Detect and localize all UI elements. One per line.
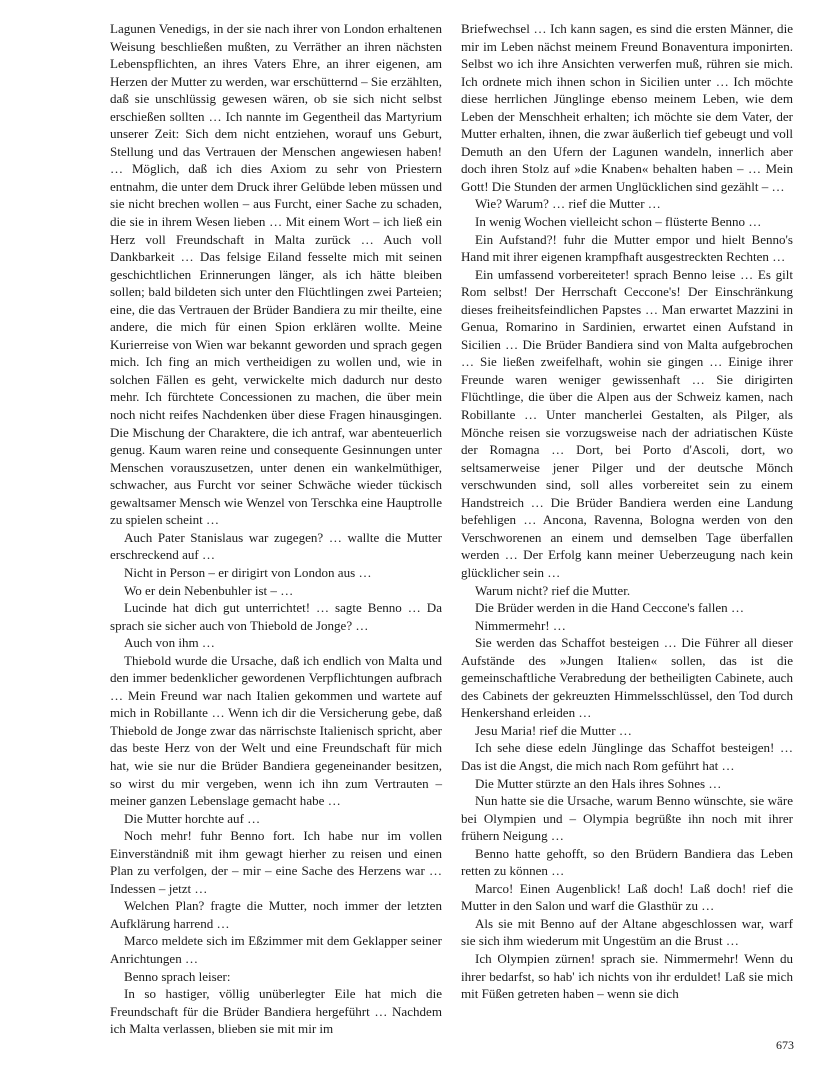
text-column-right <box>461 20 793 1003</box>
paragraph: Die Brüder werden in die Hand Ceccone's fallen … <box>475 600 744 616</box>
paragraph: Benno hatte gehofft, so den Brüdern Bandiera das Leben retten zu können … <box>461 845 793 879</box>
paragraph: Jesu Maria! rief die Mutter … <box>475 722 632 738</box>
paragraph: Nicht in Person – er dirigirt von London aus … <box>124 564 372 580</box>
page-number: 673 <box>776 1038 794 1052</box>
paragraph: Ich sehe diese edeln Jünglinge das Schaffot besteigen! … Das ist die Angst, die mich nach Rom geführt hat … <box>461 740 793 773</box>
paragraph: Ein umfassend vorbereiteter! sprach Benno leise … Es gilt Rom selbst! Der Herrschaft Ceccone's! Der Einschränkung dieses freiheitsfeindlichen Papstes … Man erwartet Mazzini in Genua, Romarino in Sardinien, erwartet einen Aufstand in Sicilien … Die Brüder Bandiera sind von Malta aufgebrochen … Sie ließen zweifelhaft, wohin sie gingen … Einige ihrer Freunde waren weniger gewissenhaft … Sie dirigirten Flüchtlinge, die über die Alpen aus der Schweiz kamen, nach Robillante … Unter mancherlei Gestalten, als Pilger, als Mönche reisen sie vorzugsweise nach der adriatischen Küste der Romagna … Dort, bei Porto d'Ascoli, dort, wo seltsamerweise jener Pilger und der deutsche Mönch verschwunden sind, soll alles vorbereitet sein zu einem Handstreich … Die Brüder Bandiera werden eine Landung befehligen … Ancona, Ravenna, Bologna werden von den Verschworenen an einem und demselben Tage überfallen werden … Der Erfolg kann meiner Ueberzeugung nach kein glücklicher sein … <box>461 266 793 580</box>
paragraph: Sie werden das Schaffot besteigen … Die Führer all dieser Aufstände des »Jungen Italien« sollen, das ist die gemeinschaftliche Verabredung der betheiligten Cabinete, auch des Cabinets der gekreuzten Himmelsschlüssel, den Tod durch Henkershand erleiden … <box>461 635 793 721</box>
paragraph: Marco! Einen Augenblick! Laß doch! Laß doch! rief die Mutter in den Salon und warf die Glasthür zu … <box>461 880 793 914</box>
paragraph: Auch von ihm … <box>124 635 215 651</box>
paragraph: In wenig Wochen vielleicht schon – flüsterte Benno … <box>475 214 762 230</box>
paragraph: In so hastiger, völlig unüberlegter Eile hat mich die Freundschaft für die Brüder Bandiera hergeführt … Nachdem ich Malta verlassen, blieben sie mit mir im <box>110 986 442 1037</box>
paragraph: Wo er dein Nebenbuhler ist – … <box>124 582 294 598</box>
paragraph: Die Mutter stürzte an den Hals ihres Sohnes … <box>475 775 722 791</box>
paragraph: Auch Pater Stanislaus war zugegen? … wallte die Mutter erschreckend auf … <box>110 529 442 563</box>
paragraph: Lagunen Venedigs, in der sie nach ihrer von London erhaltenen Weisung beschließen mußten, zu Verräther an ihren nächsten Lebenspflichten, an ihres Vaters Ehre, an ihrer eigenen, am Herzen der Mutter zu werden, war erschütternd – Sie erzählten, daß sie unschlüssig gewesen wären, ob sie sich nicht selbst erschießen sollten … Ich nannte im Gegentheil das Martyrium unserer Zeit: Sich dem nicht entziehen, worauf uns Geburt, Stellung und das Vertrauen der Menschen angewiesen haben! … Möglich, daß ich dies Axiom zu sehr von Priestern entnahm, die unter dem Druck ihrer Gelübde leben müssen und sie nicht brechen wollen – aus Furcht, einer Sache zu schaden, die sie in ihrem Wesen lieben … Mit einem Wort – ich ließ ein Herz voll Freundschaft in Malta zurück … Auch voll Dankbarkeit … Das felsige Eiland fesselte mich mit seinen geschichtlichen Erinnerungen länger, als ich hätte bleiben sollen; bald bildeten sich unter den Flüchtlingen zwei Parteien; eine, die das Vertrauen der Brüder Bandiera zu mir theilte, eine andere, die mich für einen Spion erklären wollte. Meine Kurierreise von Wien war bekannt geworden und sprach gegen mich. Ich fing an mich vertheidigen zu wollen und, wie in solchen Fällen es geht, verwickelte mich dadurch nur desto mehr. Ich fürchtete Concessionen zu machen, die über mein noch nicht reifes Nachdenken über diese Fragen hinausgingen. Die Mischung der Charaktere, die ich antraf, war abenteuerlich genug. Kaum waren reine und consequente Gesinnungen unter Menschen vorauszusetzen, unter denen ein wankelmüthiger, schwacher, aus Furcht vor seiner Schwäche wieder tückisch gewaltsamer Mensch wie Wenzel von Terschka eine Hauptrolle zu spielen scheint … <box>110 21 442 528</box>
paragraph: Warum nicht? rief die Mutter. <box>475 582 631 598</box>
paragraph: Lucinde hat dich gut unterrichtet! … sagte Benno … Da sprach sie sicher auch von Thiebold de Jonge? … <box>110 600 442 633</box>
paragraph: Als sie mit Benno auf der Altane abgeschlossen war, warf sie sich ihm wiederum mit Ungestüm an die Brust … <box>461 915 793 949</box>
paragraph: Noch mehr! fuhr Benno fort. Ich habe nur im vollen Einverständniß mit ihm gewagt hierher zu reisen und einen Plan zu verfolgen, der – mir – eine Sache des Herzens war … Indessen – jetzt … <box>110 828 442 896</box>
paragraph: Wie? Warum? … rief die Mutter … <box>475 196 661 212</box>
paragraph: Die Mutter horchte auf … <box>124 810 261 826</box>
paragraph: Nun hatte sie die Ursache, warum Benno wünschte, sie wäre bei Olympien und – Olympia begrüßte ihn noch mit ihrer frühern Neigung … <box>461 793 793 844</box>
paragraph: Briefwechsel … Ich kann sagen, es sind die ersten Männer, die mir im Leben nächst meinem Freund Bonaventura imponirten. Selbst wo ich ihre Ansichten verwerfen muß, rühren sie mich. Ich ordnete mich ihnen schon in Sicilien unter … Ich möchte diese herrlichen Jünglinge ebenso meinem Leben, wie dem Leben der Menschheit erhalten; ich möchte sie dem Vater, der Mutter erhalten, ihnen, die zwar äußerlich tief gebeugt und voll Demuth an den Ufern der Lagunen wandeln, innerlich aber doch ihren Stolz auf »die Knaben« behalten haben – … Mein Gott! Die Stunden der armen Unglücklichen sind gezählt – … <box>461 21 793 194</box>
paragraph: Marco meldete sich im Eßzimmer mit dem Geklapper seiner Anrichtungen … <box>110 933 442 966</box>
paragraph: Ein Aufstand?! fuhr die Mutter empor und hielt Benno's Hand mit ihrer eigenen krampfhaft ausgestreckten Rechten … <box>461 231 793 265</box>
paragraph: Thiebold wurde die Ursache, daß ich endlich von Malta und den immer bedenklicher gewordenen Verpflichtungen aufbrach … Mein Freund war nach Italien gekommen und wartete auf mich in Robillante … Wenn ich dir die Versicherung gebe, daß Thiebold de Jonge zwar das närrischste Italienisch spricht, aber das beste Herz von der Welt und eine Freundschaft für mich hat, wie sie nur die Brüder Bandiera gegeneinander besitzen, so wirst du mir vergeben, wenn ich ihn zum Vertrauten – meiner ganzen Lebenslage gemacht habe … <box>110 652 442 809</box>
paragraph: Welchen Plan? fragte die Mutter, noch immer der letzten Aufklärung harrend … <box>110 898 442 931</box>
paragraph: Ich Olympien zürnen! sprach sie. Nimmermehr! Wenn du ihrer bedarfst, so hab' ich nichts von ihr erduldet! Laß sie mich mit Füßen getreten haben – wenn sie dich <box>461 950 793 1002</box>
paragraph: Benno sprach leiser: <box>124 968 231 984</box>
text-column-left <box>110 20 442 1038</box>
paragraph: Nimmermehr! … <box>475 617 566 633</box>
